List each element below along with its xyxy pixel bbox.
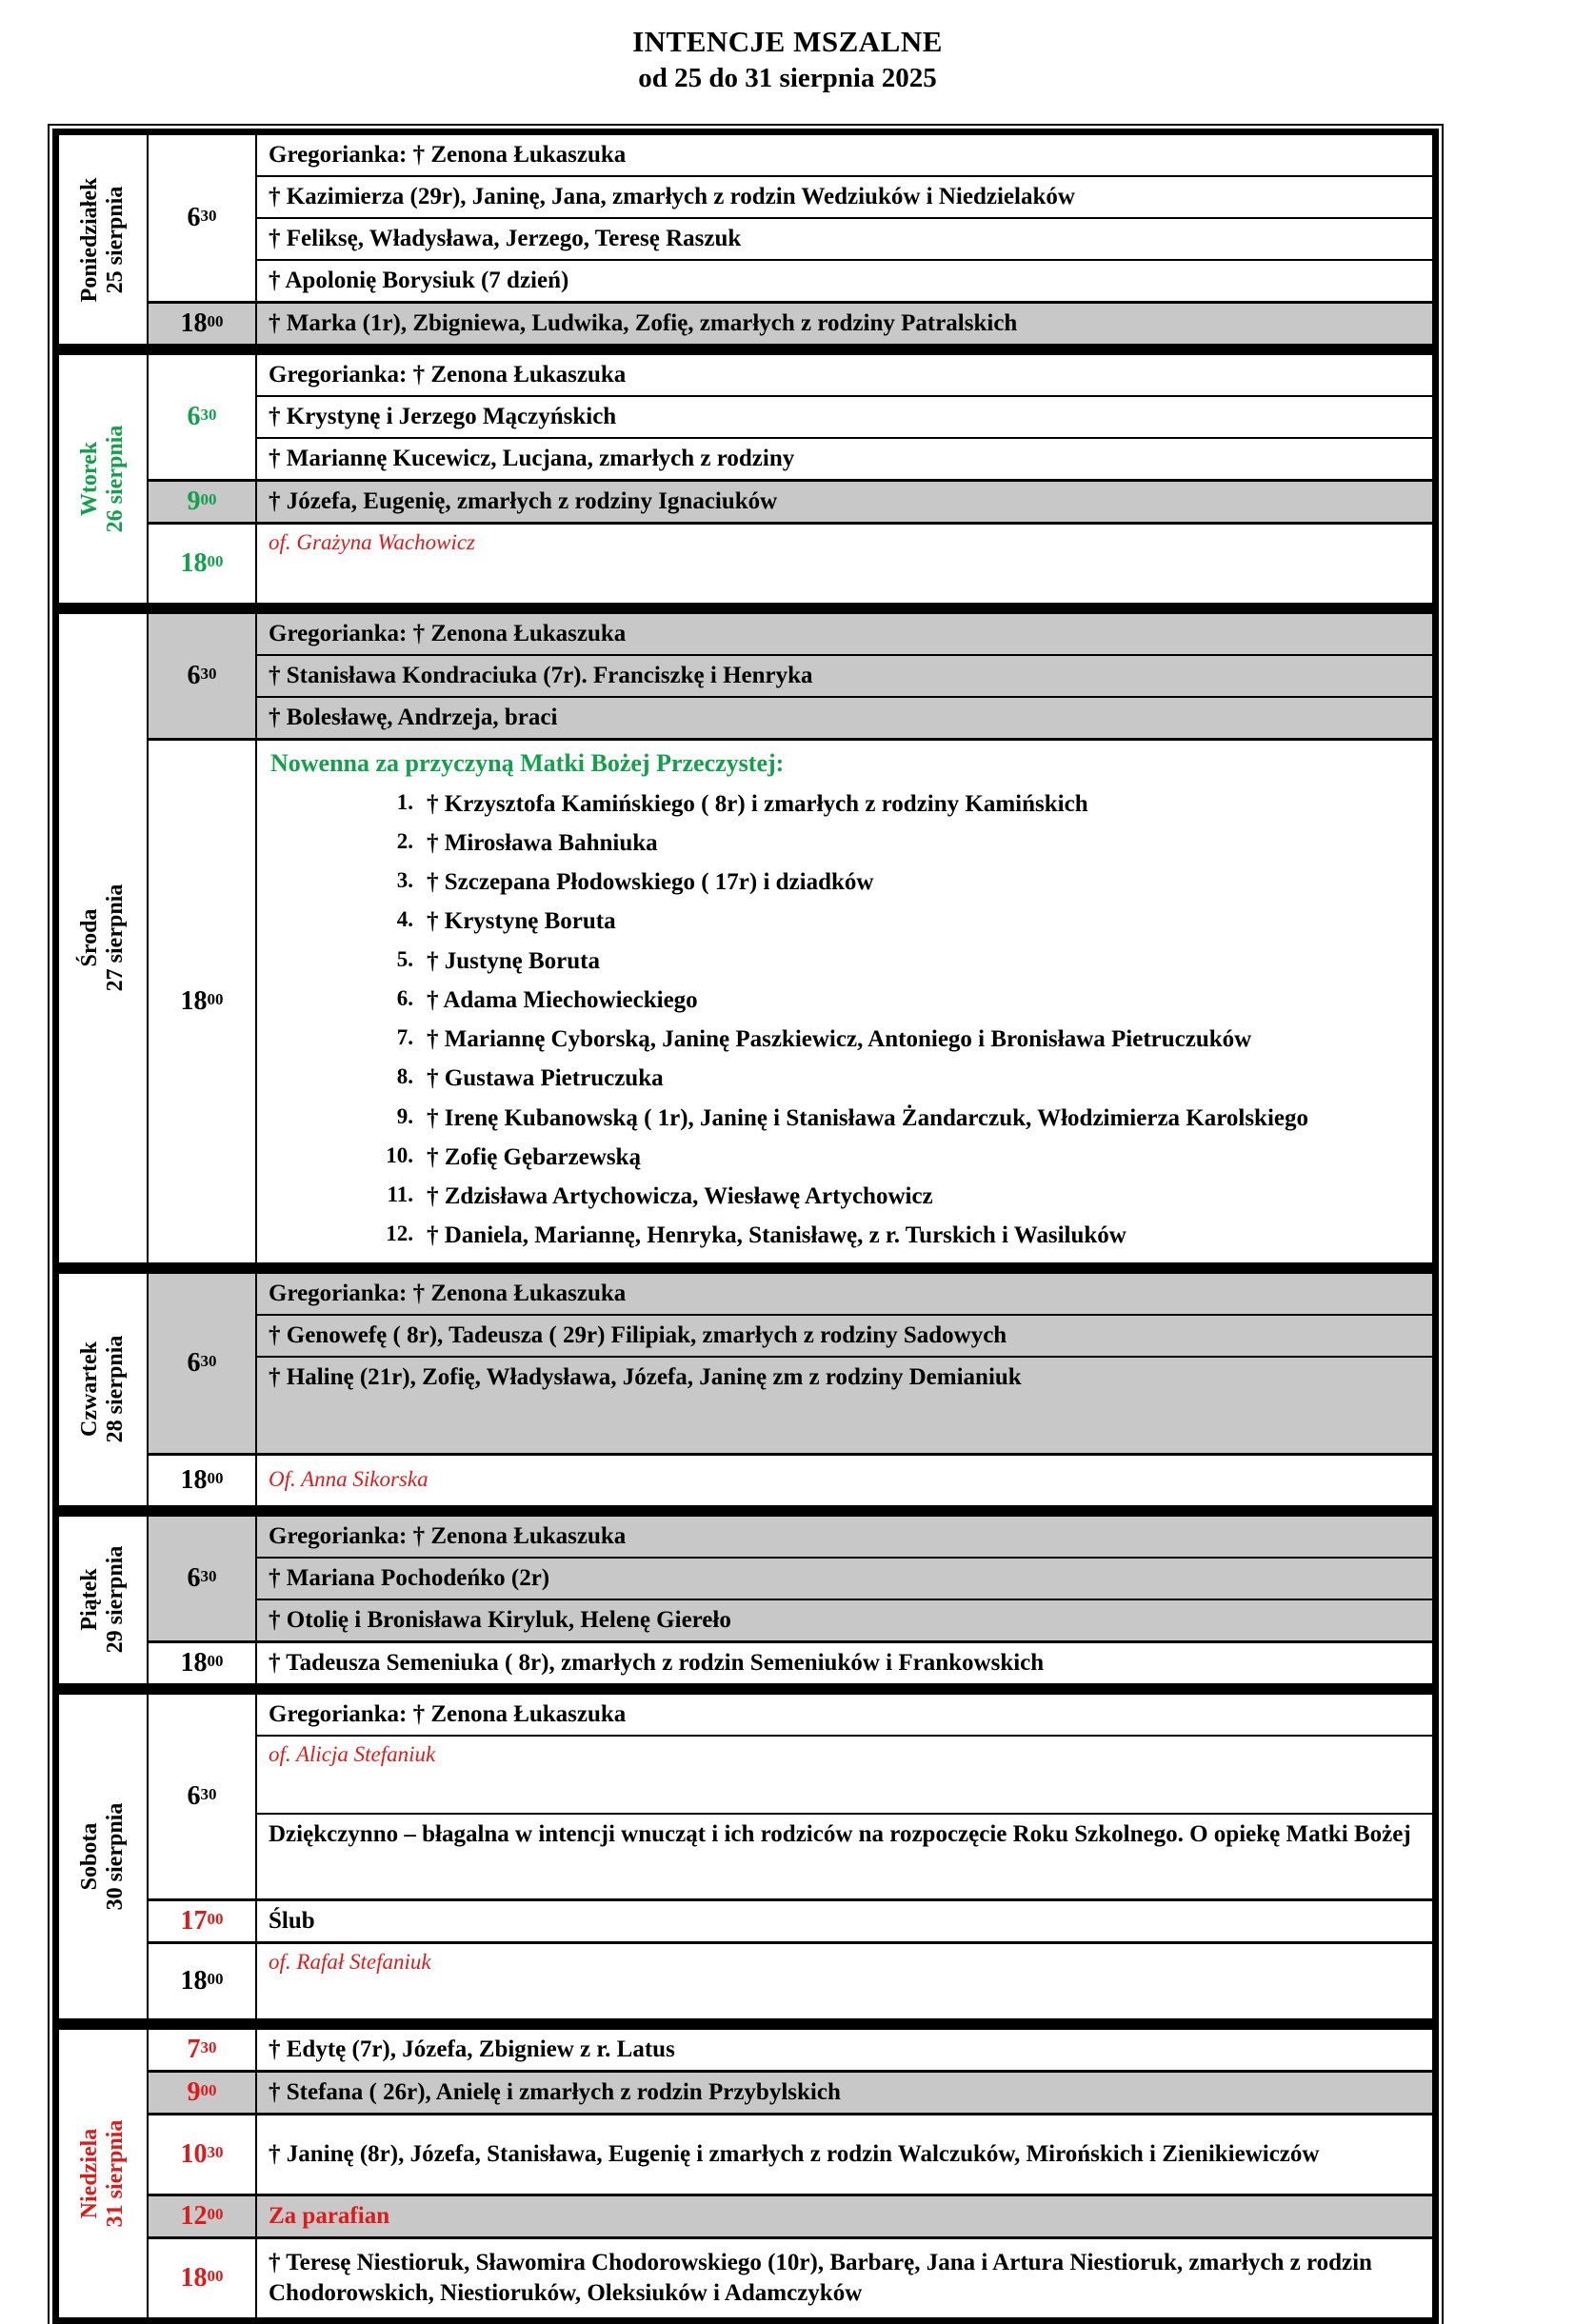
intention-row xyxy=(257,2239,1432,2317)
time-cell: 6 $^{30}$ xyxy=(149,1695,257,1898)
day-label-cell xyxy=(59,1517,149,1683)
intention-row xyxy=(257,696,1432,738)
mass-slot xyxy=(149,1517,1432,1640)
intention-row xyxy=(257,259,1432,301)
novena-item-number: 7. xyxy=(396,1025,413,1049)
novena-item-text: † Szczepana Płodowskiego ( 17r) i dziadków xyxy=(427,869,874,895)
intention-text: † Mariana Pochodeńko (2r) xyxy=(269,1564,550,1591)
mass-slot xyxy=(149,2070,1432,2113)
mass-slot xyxy=(149,1274,1432,1453)
slot-rows xyxy=(257,614,1432,738)
day-name: Sobota xyxy=(77,1822,103,1890)
day-slots xyxy=(149,1274,1432,1505)
slot-rows xyxy=(257,741,1432,1262)
day-slots xyxy=(149,2030,1432,2317)
slot-rows xyxy=(257,1901,1432,1941)
intention-text: † Edytę (7r), Józefa, Zbigniew z r. Latus xyxy=(269,2036,675,2062)
time-cell: 18 $^{00}$ xyxy=(149,1456,257,1505)
day-name: Wtorek xyxy=(77,441,103,517)
day-section xyxy=(59,135,1432,344)
intention-row xyxy=(257,2196,1432,2236)
intention-row xyxy=(257,1813,1432,1898)
novena-item xyxy=(371,1063,1327,1093)
novena-item-number: 10. xyxy=(386,1142,413,1167)
slot-rows xyxy=(257,1517,1432,1640)
mass-slot xyxy=(149,2194,1432,2236)
novena-item-text: † Irenę Kubanowską ( 1r), Janinę i Stanisława Żandarczuk, Włodzimierza Karolskiego xyxy=(427,1104,1309,1131)
mass-slot xyxy=(149,1898,1432,1941)
slot-rows xyxy=(257,482,1432,522)
intention-text: † Bolesławę, Andrzeja, braci xyxy=(269,705,558,731)
novena-item-text: † Justynę Boruta xyxy=(427,947,600,974)
day-date: 25 sierpnia xyxy=(103,186,128,293)
novena-item-text: † Mariannę Cyborską, Janinę Paszkiewicz, Antoniego i Bronisława Pietruczuków xyxy=(427,1026,1252,1052)
day-label xyxy=(77,426,129,533)
time-hour: 6 xyxy=(187,203,201,232)
intention-row xyxy=(257,1517,1432,1557)
slot-rows xyxy=(257,2115,1432,2194)
intention-row xyxy=(257,217,1432,259)
time-cell: 18 $^{00}$ xyxy=(149,741,257,1262)
intention-row xyxy=(257,2115,1432,2194)
intention-row xyxy=(257,654,1432,696)
time-hour: 9 xyxy=(187,2076,201,2107)
day-label-cell xyxy=(59,2030,149,2317)
time-cell: 18 $^{00}$ xyxy=(149,525,257,603)
novena-heading: Nowenna za przyczyną Matki Bożej Przeczystej: xyxy=(270,749,785,777)
page-title xyxy=(0,25,1575,94)
slot-rows xyxy=(257,525,1432,603)
intention-text: Gregorianka: † Zenona Łukaszuka xyxy=(269,1522,627,1549)
slot-rows xyxy=(257,135,1432,301)
slot-rows xyxy=(257,1944,1432,2018)
time-cell: 9 $^{00}$ xyxy=(149,482,257,522)
novena-item-text: † Zofię Gębarzewską xyxy=(427,1143,641,1170)
day-label xyxy=(77,177,129,302)
day-date: 27 sierpnia xyxy=(103,884,128,992)
day-section xyxy=(59,603,1432,1262)
day-name: Czwartek xyxy=(77,1341,103,1437)
intention-row xyxy=(257,482,1432,522)
time-hour: 18 xyxy=(180,548,208,578)
intention-text: of. Alicja Stefaniuk xyxy=(269,1741,436,1766)
time-cell: 6 $^{30}$ xyxy=(149,1274,257,1453)
mass-slot xyxy=(149,479,1432,522)
novena-item xyxy=(371,828,1327,858)
day-date: 28 sierpnia xyxy=(103,1335,128,1443)
day-label-cell xyxy=(59,1695,149,2018)
day-date: 29 sierpnia xyxy=(103,1545,128,1654)
intention-row xyxy=(257,1695,1432,1735)
time-hour: 10 xyxy=(180,2138,208,2169)
intention-row xyxy=(257,175,1432,217)
intention-row xyxy=(257,304,1432,344)
intention-text: Of. Anna Sikorska xyxy=(269,1467,429,1492)
mass-slot xyxy=(149,522,1432,603)
novena-item-number: 9. xyxy=(396,1103,413,1128)
intention-row xyxy=(257,2030,1432,2070)
title-line2: od 25 do 31 sierpnia 2025 xyxy=(638,63,937,93)
time-hour: 18 xyxy=(180,308,208,338)
mass-slot xyxy=(149,614,1432,738)
intention-row xyxy=(257,1356,1432,1453)
intention-row xyxy=(257,135,1432,175)
time-cell: 6 $^{30}$ xyxy=(149,355,257,479)
day-slots xyxy=(149,355,1432,603)
intention-text: Dziękczynno – błagalna w intencji wnucząt i ich rodziców na rozpoczęcie Roku Szkolnego. O opiekę Matki Bożej xyxy=(269,1820,1411,1847)
slot-rows xyxy=(257,304,1432,344)
mass-slot xyxy=(149,1695,1432,1898)
day-slots xyxy=(149,614,1432,1262)
time-cell: 17 $^{00}$ xyxy=(149,1901,257,1941)
slot-rows xyxy=(257,1695,1432,1898)
day-date: 26 sierpnia xyxy=(103,425,128,533)
mass-slot xyxy=(149,135,1432,301)
intention-row xyxy=(257,1643,1432,1683)
time-cell: 7 $^{30}$ xyxy=(149,2030,257,2070)
novena-item xyxy=(371,1142,1327,1172)
intention-text: † Stanisława Kondraciuka (7r). Franciszkę i Henryka xyxy=(269,663,813,689)
intention-text: of. Grażyna Wachowicz xyxy=(269,530,476,554)
intention-row xyxy=(257,1599,1432,1640)
time-hour: 18 xyxy=(180,1965,208,1996)
intention-text: † Feliksę, Władysława, Jerzego, Teresę Raszuk xyxy=(269,226,742,252)
intention-row xyxy=(257,1735,1432,1813)
time-cell: 18 $^{00}$ xyxy=(149,2239,257,2317)
novena-item-number: 4. xyxy=(396,907,413,932)
novena-item-number: 8. xyxy=(396,1064,413,1089)
mass-slot xyxy=(149,2030,1432,2070)
day-label xyxy=(77,1802,129,1910)
time-cell: 6 $^{30}$ xyxy=(149,1517,257,1640)
day-name: Piątek xyxy=(77,1568,103,1631)
day-slots xyxy=(149,1517,1432,1683)
intention-text: † Kazimierza (29r), Janinę, Jana, zmarłych z rodzin Wedziuków i Niedzielaków xyxy=(269,184,1075,210)
novena-item xyxy=(371,867,1327,897)
day-label xyxy=(77,1546,129,1654)
intention-text: † Teresę Niestioruk, Sławomira Chodorowskiego (10r), Barbarę, Jana i Artura Niestioruk, zmarłych z rodzin Chodorowskich, Niestioruków, Oleksiuków i Adamczyków xyxy=(269,2250,1372,2306)
slot-rows xyxy=(257,2030,1432,2070)
day-section xyxy=(59,1262,1432,1505)
time-hour: 6 xyxy=(187,1780,201,1811)
day-section xyxy=(59,2018,1432,2317)
novena-item-text: † Gustawa Pietruczuka xyxy=(427,1065,664,1092)
intention-text: † Mariannę Kucewicz, Lucjana, zmarłych z rodziny xyxy=(269,446,795,472)
page xyxy=(0,25,1575,2306)
novena-item-number: 3. xyxy=(396,868,413,892)
day-label-cell xyxy=(59,355,149,603)
novena-item-number: 5. xyxy=(396,946,413,971)
time-cell: 6 $^{30}$ xyxy=(149,614,257,738)
day-name: Środa xyxy=(77,908,103,967)
novena-item-number: 1. xyxy=(396,789,413,814)
novena-item-text: † Mirosława Bahniuka xyxy=(427,829,658,856)
novena-item xyxy=(371,985,1327,1015)
mass-slot xyxy=(149,2113,1432,2194)
mass-slot xyxy=(149,1640,1432,1683)
time-hour: 6 xyxy=(187,402,201,431)
time-hour: 7 xyxy=(187,2034,201,2064)
intention-text: Gregorianka: † Zenona Łukaszuka xyxy=(269,1280,627,1306)
time-hour: 18 xyxy=(180,1647,208,1678)
time-hour: 12 xyxy=(180,2200,208,2231)
time-cell: 10 $^{30}$ xyxy=(149,2115,257,2194)
intention-text: Za parafian xyxy=(269,2202,390,2229)
day-label xyxy=(77,2119,129,2227)
day-label xyxy=(77,884,129,992)
intention-text: Gregorianka: † Zenona Łukaszuka xyxy=(269,621,627,647)
mass-slot xyxy=(149,738,1432,1262)
slot-rows xyxy=(257,1456,1432,1505)
day-section xyxy=(59,1505,1432,1683)
intention-text: Ślub xyxy=(269,1907,315,1934)
novena-item-text: † Krystynę Boruta xyxy=(427,908,616,935)
intention-text: † Halinę (21r), Zofię, Władysława, Józefa, Janinę zm z rodziny Demianiuk xyxy=(269,1363,1022,1390)
day-slots xyxy=(149,135,1432,344)
intention-row xyxy=(257,437,1432,479)
time-hour: 17 xyxy=(180,1905,208,1936)
time-hour: 18 xyxy=(180,1464,208,1495)
time-hour: 6 xyxy=(187,1347,201,1378)
novena-item-text: † Daniela, Mariannę, Henryka, Stanisławę, z r. Turskich i Wasiluków xyxy=(427,1222,1126,1249)
mass-intentions-table xyxy=(52,129,1439,2324)
novena-item-text: † Zdzisława Artychowicza, Wiesławę Artychowicz xyxy=(427,1183,933,1209)
title-line1: INTENCJE MSZALNE xyxy=(632,25,943,58)
intention-text: † Janinę (8r), Józefa, Stanisława, Eugenię i zmarłych z rodzin Walczuków, Mirońskich i Zienikiewiczów xyxy=(269,2140,1320,2167)
intention-row xyxy=(257,1944,1432,2018)
intention-text: Gregorianka: † Zenona Łukaszuka xyxy=(269,142,627,169)
novena-item-number: 12. xyxy=(386,1222,413,1246)
time-hour: 9 xyxy=(187,487,201,516)
time-cell: 12 $^{00}$ xyxy=(149,2196,257,2236)
intention-text: † Genowefę ( 8r), Tadeusza ( 29r) Filipiak, zmarłych z rodziny Sadowych xyxy=(269,1321,1007,1348)
novena-item-text: † Adama Miechowieckiego xyxy=(427,986,698,1013)
mass-slot xyxy=(149,1941,1432,2018)
intention-row xyxy=(257,614,1432,654)
time-hour: 18 xyxy=(180,2262,208,2293)
intention-text: † Marka (1r), Zbigniewa, Ludwika, Zofię, zmarłych z rodziny Patralskich xyxy=(269,310,1018,337)
day-date: 31 sierpnia xyxy=(103,2119,128,2227)
novena-item xyxy=(371,1103,1327,1133)
intention-text: † Otolię i Bronisława Kiryluk, Helenę Giereło xyxy=(269,1606,731,1633)
intention-text: † Stefana ( 26r), Anielę i zmarłych z rodzin Przybylskich xyxy=(269,2078,841,2105)
slot-rows xyxy=(257,1643,1432,1683)
intention-row xyxy=(257,525,1432,603)
novena-item xyxy=(371,1024,1327,1054)
day-section xyxy=(59,1683,1432,2018)
novena-item-text: † Krzysztofa Kamińskiego ( 8r) i zmarłych z rodziny Kamińskich xyxy=(427,790,1088,817)
intention-row xyxy=(257,355,1432,395)
time-hour: 6 xyxy=(187,661,201,690)
time-hour: 6 xyxy=(187,1562,201,1593)
novena-item-number: 2. xyxy=(396,828,413,853)
day-date: 30 sierpnia xyxy=(103,1802,128,1910)
intention-text: † Krystynę i Jerzego Mączyńskich xyxy=(269,404,617,430)
intention-text: † Józefa, Eugenię, zmarłych z rodziny Ignaciuków xyxy=(269,488,778,515)
day-slots xyxy=(149,1695,1432,2018)
novena-item-number: 11. xyxy=(387,1182,413,1206)
novena-item xyxy=(371,1221,1327,1250)
slot-rows xyxy=(257,2239,1432,2317)
day-label-cell xyxy=(59,135,149,344)
novena-item xyxy=(371,906,1327,936)
novena-item xyxy=(371,1182,1327,1211)
slot-rows xyxy=(257,2073,1432,2113)
intention-row xyxy=(257,2073,1432,2113)
novena-block xyxy=(257,741,1432,1262)
slot-rows xyxy=(257,1274,1432,1453)
intention-text: Gregorianka: † Zenona Łukaszuka xyxy=(269,362,627,388)
time-cell: 18 $^{00}$ xyxy=(149,304,257,344)
time-cell: 6 $^{30}$ xyxy=(149,135,257,301)
mass-slot xyxy=(149,301,1432,344)
novena-item xyxy=(371,789,1327,819)
intention-row xyxy=(257,1274,1432,1314)
intention-row xyxy=(257,1314,1432,1356)
novena-item-number: 6. xyxy=(396,985,413,1010)
intention-text: Gregorianka: † Zenona Łukaszuka xyxy=(269,1700,627,1727)
intention-row xyxy=(257,1456,1432,1505)
day-label-cell xyxy=(59,614,149,1262)
intention-row xyxy=(257,1901,1432,1941)
mass-slot xyxy=(149,2236,1432,2317)
mass-slot xyxy=(149,1453,1432,1505)
day-name: Poniedziałek xyxy=(77,177,103,302)
intention-text: † Tadeusza Semeniuka ( 8r), zmarłych z rodzin Semeniuków i Frankowskich xyxy=(269,1649,1045,1676)
time-hour: 18 xyxy=(180,985,208,1016)
time-cell: 18 $^{00}$ xyxy=(149,1944,257,2018)
day-section xyxy=(59,344,1432,603)
intention-row xyxy=(257,1557,1432,1599)
mass-slot xyxy=(149,355,1432,479)
day-name: Niedziela xyxy=(77,2128,103,2218)
intention-text: of. Rafał Stefaniuk xyxy=(269,1949,431,1974)
day-label-cell xyxy=(59,1274,149,1505)
slot-rows xyxy=(257,355,1432,479)
intention-text: † Apolonię Borysiuk (7 dzień) xyxy=(269,268,569,294)
intention-row xyxy=(257,395,1432,437)
novena-list xyxy=(269,789,1394,1251)
time-cell: 18 $^{00}$ xyxy=(149,1643,257,1683)
novena-item xyxy=(371,946,1327,976)
slot-rows xyxy=(257,2196,1432,2236)
day-label xyxy=(77,1336,129,1443)
time-cell: 9 $^{00}$ xyxy=(149,2073,257,2113)
